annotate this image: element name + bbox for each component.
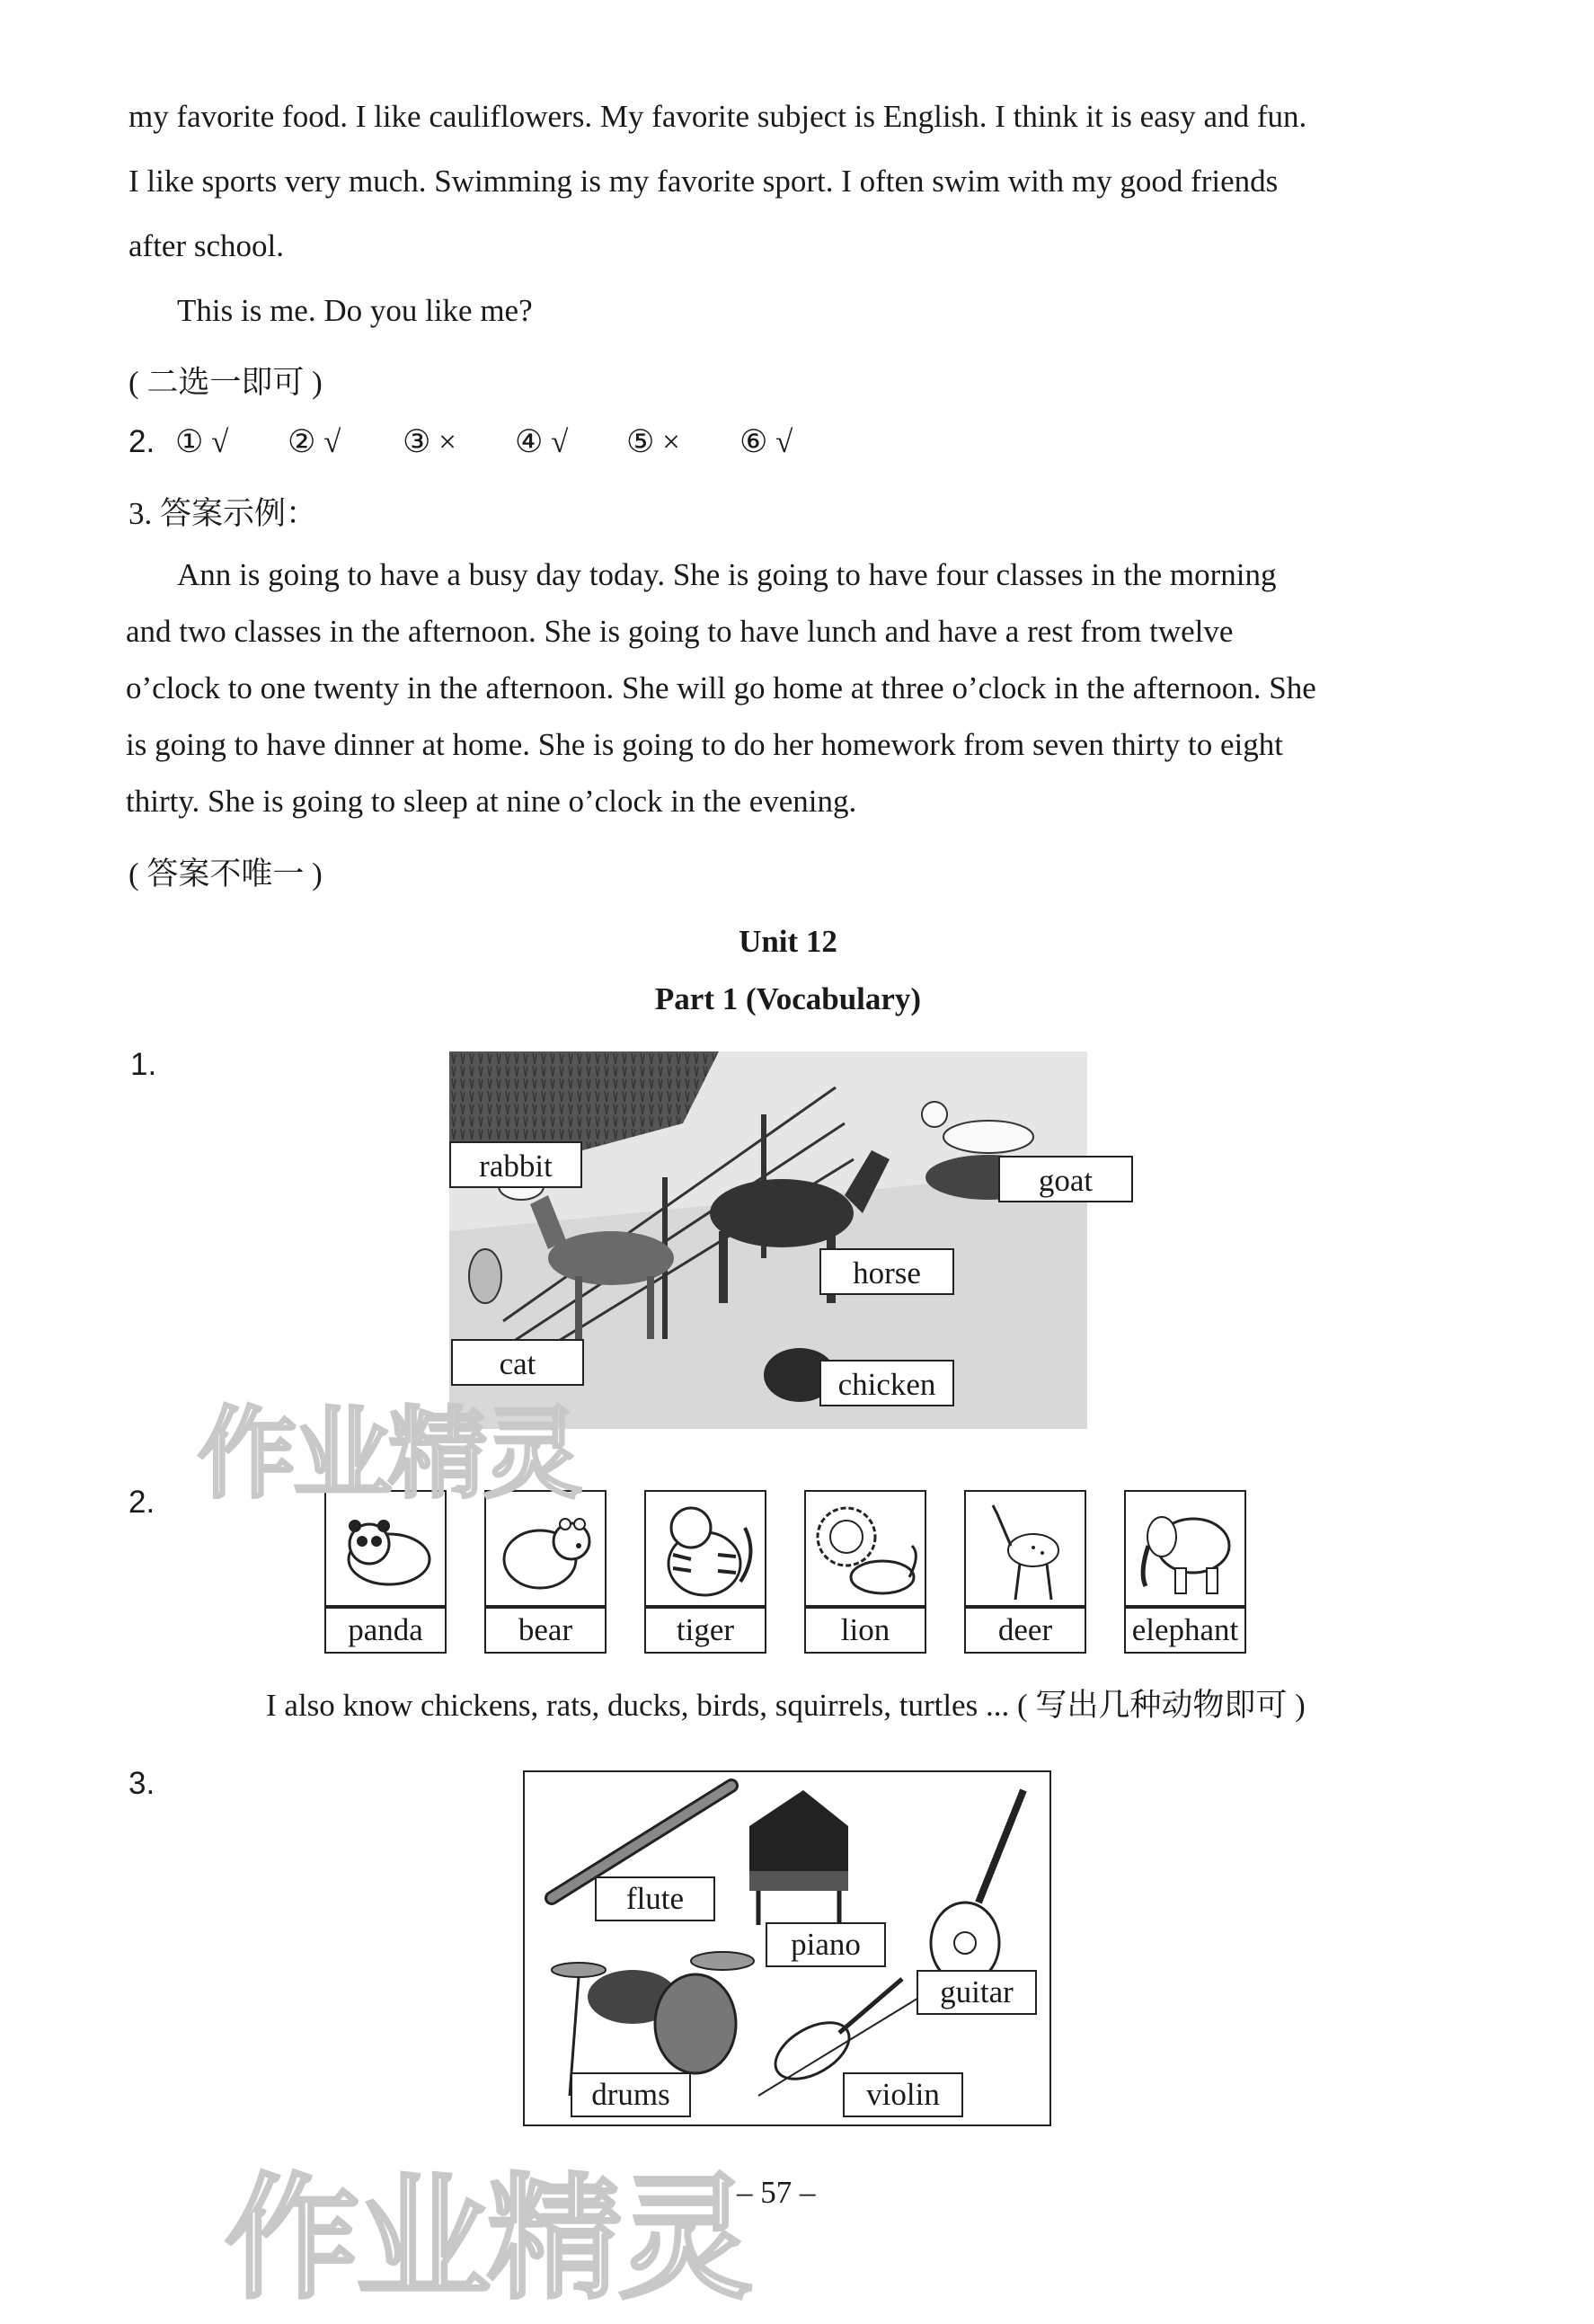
label-rabbit: rabbit (449, 1141, 582, 1188)
choice-note: ( 二选一即可 ) (128, 365, 323, 400)
q2-answer-4: ④ √ (515, 424, 569, 459)
q3-heading: 3. 答案示例： (128, 496, 318, 531)
unit-title: Unit 12 (739, 924, 837, 959)
tiger-picture (644, 1490, 766, 1607)
essay-line-2: I like sports very much. Swimming is my favorite sport. I often swim with my good friends (128, 164, 1279, 199)
label-cat: cat (451, 1339, 584, 1386)
q3-line-5: thirty. She is going to sleep at nine o’clock in the evening. (126, 784, 857, 819)
ex2-extra-answer: I also know chickens, rats, ducks, birds, squirrels, turtles ... ( 写出几种动物即可 ) (266, 1688, 1306, 1723)
q2-number: 2. (128, 424, 155, 459)
page-number: – 57 – (737, 2175, 816, 2210)
label-deer: deer (964, 1607, 1086, 1654)
q3-line-1: Ann is going to have a busy day today. She is going to have four classes in the morning (177, 557, 1277, 592)
label-chicken: chicken (819, 1360, 954, 1406)
deer-picture (964, 1490, 1086, 1607)
q3-line-2: and two classes in the afternoon. She is going to have lunch and have a rest from twelve (126, 614, 1234, 649)
label-horse: horse (819, 1248, 954, 1295)
label-flute: flute (595, 1876, 715, 1921)
ex1-number: 1. (130, 1047, 157, 1082)
label-violin: violin (843, 2072, 963, 2117)
part-title: Part 1 (Vocabulary) (654, 981, 922, 1016)
label-guitar: guitar (917, 1970, 1037, 2015)
q2-answer-3: ③ × (403, 424, 456, 459)
q3-line-4: is going to have dinner at home. She is going to do her homework from seven thirty to eight (126, 727, 1283, 762)
q3-line-3: o’clock to one twenty in the afternoon. She will go home at three o’clock in the afternoon. She (126, 670, 1316, 705)
q2-answer-2: ② √ (288, 424, 341, 459)
label-panda: panda (324, 1607, 447, 1654)
label-tiger: tiger (644, 1607, 766, 1654)
q2-answer-5: ⑤ × (626, 424, 680, 459)
q3-note: ( 答案不唯一 ) (128, 856, 323, 891)
watermark: 作业精灵 (198, 1397, 579, 1512)
watermark-bottom: 作业精灵 (225, 2161, 750, 2318)
label-goat: goat (998, 1156, 1133, 1202)
essay-line-1: my favorite food. I like cauliflowers. My favorite subject is English. I think it is easy and fun. (128, 99, 1307, 134)
q2-answer-1: ① √ (175, 424, 229, 459)
q2-answer-6: ⑥ √ (739, 424, 793, 459)
label-bear: bear (484, 1607, 607, 1654)
label-elephant: elephant (1124, 1607, 1246, 1654)
label-piano: piano (766, 1922, 886, 1967)
label-drums: drums (571, 2072, 691, 2117)
elephant-picture (1124, 1490, 1246, 1607)
ex3-number: 3. (128, 1766, 155, 1801)
ex2-number: 2. (128, 1485, 155, 1520)
essay-closing: This is me. Do you like me? (177, 293, 533, 328)
essay-line-3: after school. (128, 228, 284, 263)
label-lion: lion (804, 1607, 926, 1654)
lion-picture (804, 1490, 926, 1607)
